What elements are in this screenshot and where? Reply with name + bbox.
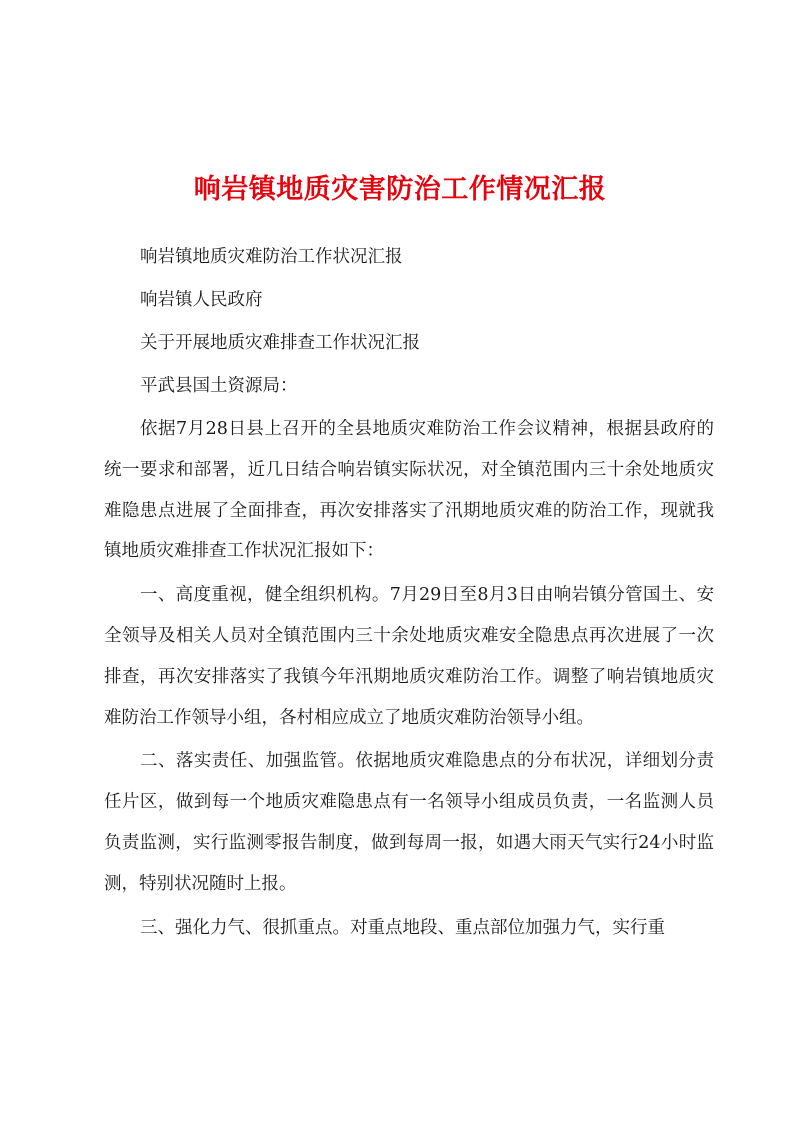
recipient-salutation: 平武县国土资源局：	[140, 376, 298, 396]
paragraph-section-2: 二、落实责任、加强监管。依据地质灾难隐患点的分布状况，详细划分责任片区，做到每一个地质灾难隐患点有一名领导小组成员负责，一名监测人员负责监测，实行监测零报告制度，做到每周一报，如遇大雨天气实行24小时监测，特别状况随时上报。	[104, 751, 714, 894]
document-body	[104, 237, 714, 951]
issuing-organization: 响岩镇人民政府	[140, 290, 263, 310]
paragraph-intro: 依据7月28日县上召开的全县地质灾难防治工作会议精神，根据县政府的统一要求和部署，近几日结合响岩镇实际状况，对全镇范围内三十余处地质灾难隐患点进展了全面排查，再次安排落实了汛期地质灾难的防治工作，现就我镇地质灾难排查工作状况汇报如下：	[104, 419, 714, 562]
paragraph-section-1: 一、高度重视，健全组织机构。7月29日至8月3日由响岩镇分管国土、安全领导及相关人员对全镇范围内三十余处地质灾难安全隐患点再次进展了一次排查，再次安排落实了我镇今年汛期地质灾难防治工作。调整了响岩镇地质灾难防治工作领导小组，各村相应成立了地质灾难防治领导小组。	[104, 585, 714, 728]
document-title: 响岩镇地质灾害防治工作情况汇报	[193, 174, 607, 205]
report-heading: 响岩镇地质灾难防治工作状况汇报	[140, 247, 403, 267]
paragraph-section-3: 三、强化力气、很抓重点。对重点地段、重点部位加强力气，实行重	[140, 917, 665, 938]
report-subject: 关于开展地质灾难排查工作状况汇报	[140, 333, 420, 353]
